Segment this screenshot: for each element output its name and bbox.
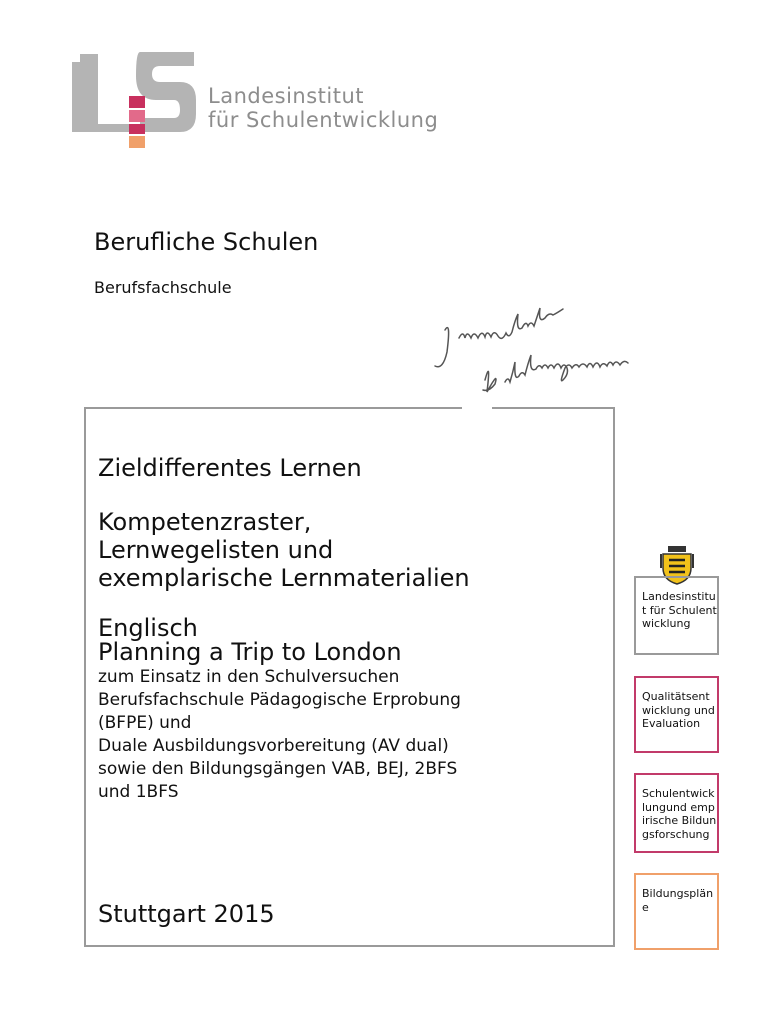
place-date: Stuttgart 2015 — [98, 900, 275, 928]
body-line: und 1BFS — [98, 782, 179, 802]
handwritten-slogan-icon — [425, 292, 725, 422]
side-box-quality — [634, 676, 719, 753]
topic-title: Planning a Trip to London — [98, 638, 402, 666]
competence-line: exemplarische Lernmaterialien — [98, 564, 470, 592]
frame-top-border — [84, 407, 462, 409]
focus-title: Zieldifferentes Lernen — [98, 454, 362, 482]
side-box-curricula — [634, 873, 719, 950]
logo-text-line-1: Landesinstitut — [208, 84, 364, 108]
body-line: zum Einsatz in den Schulversuchen — [98, 667, 400, 687]
ls-logo-icon — [68, 52, 208, 152]
body-line: (BFPE) und — [98, 713, 192, 733]
school-type-title: Berufliche Schulen — [94, 228, 319, 256]
school-form-subtitle: Berufsfachschule — [94, 278, 232, 297]
side-box-label: Landesinstitut für Schulentwicklung — [642, 590, 717, 630]
logo-wordmark — [208, 84, 438, 132]
competence-line: Kompetenzraster, — [98, 508, 312, 536]
competence-line: Lernwegelisten und — [98, 536, 334, 564]
side-box-label: Bildungspläne — [642, 887, 714, 914]
frame-top-border — [492, 407, 615, 409]
body-line: Duale Ausbildungsvorbereitung (AV dual) — [98, 736, 449, 756]
side-box-lis — [634, 576, 719, 655]
body-line: sowie den Bildungsgängen VAB, BEJ, 2BFS — [98, 759, 458, 779]
subject-title: Englisch — [98, 614, 198, 642]
body-line: Berufsfachschule Pädagogische Erprobung — [98, 690, 461, 710]
side-box-label: Qualitätsentwicklung und Evaluation — [642, 690, 715, 730]
topic-title-clipped — [98, 638, 498, 666]
side-box-label: Schulentwicklungund empirische Bildungsforschung — [642, 787, 717, 841]
side-box-school-development — [634, 773, 719, 853]
logo-text-line-2: für Schulentwicklung — [208, 108, 439, 132]
